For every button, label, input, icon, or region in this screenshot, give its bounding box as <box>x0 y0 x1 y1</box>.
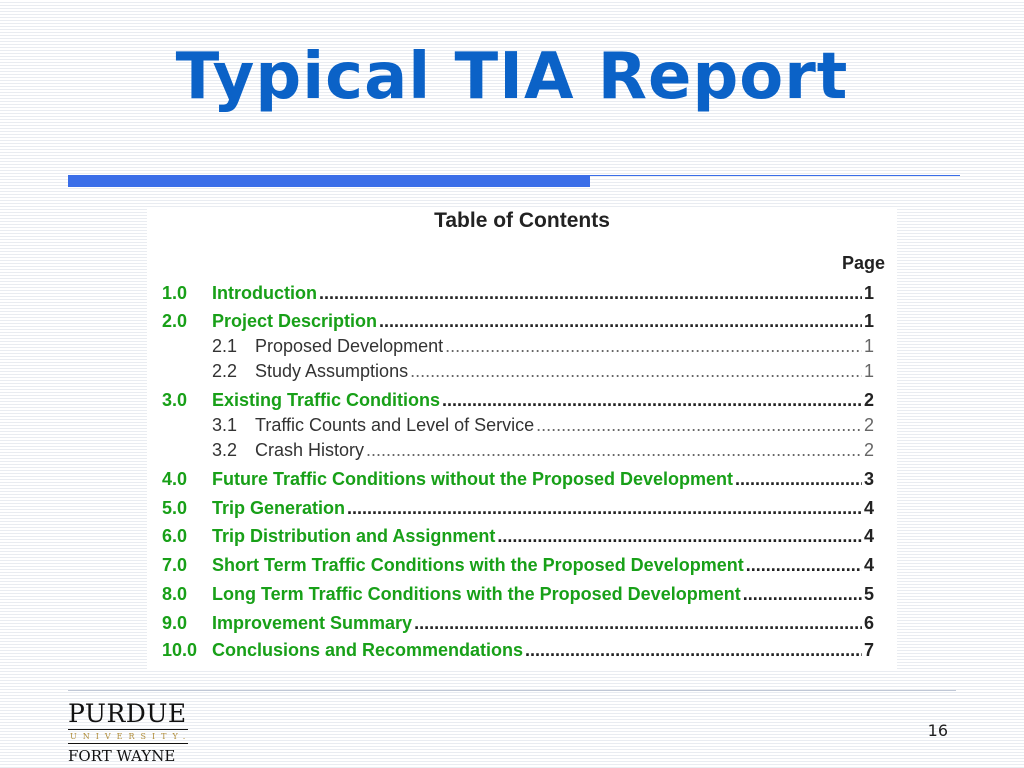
slide-title: Typical TIA Report <box>175 40 849 114</box>
toc-leader-dots <box>442 390 862 411</box>
toc-leader-dots <box>410 361 862 382</box>
logo-purdue-wordmark: PURDUE <box>68 699 187 728</box>
toc-leader-dots <box>379 311 862 332</box>
toc-leader-dots <box>497 526 862 547</box>
toc-entry-label: Crash History <box>255 440 365 460</box>
toc-entry-number: 1.0 <box>162 283 188 303</box>
toc-entry-page: 6 <box>863 613 874 633</box>
toc-entry <box>162 283 874 307</box>
title-underline-thin <box>590 175 960 176</box>
toc-entry-number: 7.0 <box>162 555 188 575</box>
toc-entry-label: Future Traffic Conditions without the Proposed Development <box>212 469 734 489</box>
toc-entry-number: 9.0 <box>162 613 188 633</box>
toc-entry-number: 2.2 <box>212 361 238 381</box>
title-underline-thick <box>68 175 590 187</box>
toc-entry-number: 5.0 <box>162 498 188 518</box>
toc-page-column-header: Page <box>841 253 885 273</box>
toc-entry-number: 8.0 <box>162 584 188 604</box>
toc-entry-page: 1 <box>863 283 874 303</box>
toc-entry <box>162 469 874 493</box>
table-of-contents-image <box>147 207 897 670</box>
toc-leader-dots <box>319 283 862 304</box>
toc-entry-page: 5 <box>863 584 874 604</box>
toc-entry-page: 2 <box>863 440 874 460</box>
toc-entry-page: 1 <box>863 311 874 331</box>
toc-entry-label: Improvement Summary <box>212 613 413 633</box>
toc-entry-label: Introduction <box>212 283 317 303</box>
toc-leader-dots <box>735 469 862 490</box>
toc-entry-label: Traffic Counts and Level of Service <box>255 415 535 435</box>
toc-entry-label: Proposed Development <box>255 336 444 356</box>
toc-entry-label: Long Term Traffic Conditions with the Proposed Development <box>212 584 741 604</box>
logo-fort-wayne-line: FORT WAYNE <box>68 747 176 765</box>
toc-entry <box>162 640 874 664</box>
toc-entry-number: 6.0 <box>162 526 188 546</box>
toc-entry-page: 4 <box>863 498 874 518</box>
toc-subentry <box>162 415 874 439</box>
toc-leader-dots <box>414 613 862 634</box>
toc-entry-page: 4 <box>863 555 874 575</box>
toc-entry-label: Trip Generation <box>212 498 346 518</box>
toc-leader-dots <box>445 336 862 357</box>
purdue-fort-wayne-logo <box>68 699 192 765</box>
toc-entry-label: Trip Distribution and Assignment <box>212 526 496 546</box>
toc-entry-number: 3.1 <box>212 415 238 435</box>
toc-leader-dots <box>746 555 862 576</box>
toc-leader-dots <box>525 640 862 661</box>
toc-subentry <box>162 361 874 385</box>
toc-entry-page: 2 <box>863 390 874 410</box>
toc-entry-label: Project Description <box>212 311 378 331</box>
toc-entry-number: 3.2 <box>212 440 238 460</box>
toc-entry-page: 1 <box>863 336 874 356</box>
toc-entry-page: 7 <box>863 640 874 660</box>
footer-divider <box>68 690 956 691</box>
toc-entry <box>162 498 874 522</box>
toc-entry-number: 2.0 <box>162 311 188 331</box>
toc-entry <box>162 390 874 414</box>
toc-leader-dots <box>366 440 862 461</box>
toc-entry <box>162 613 874 637</box>
toc-entry-label: Existing Traffic Conditions <box>212 390 441 410</box>
toc-entry-label: Short Term Traffic Conditions with the Proposed Development <box>212 555 744 575</box>
toc-entry-number: 3.0 <box>162 390 188 410</box>
toc-heading: Table of Contents <box>434 209 610 232</box>
toc-entry <box>162 311 874 335</box>
toc-entry <box>162 555 874 579</box>
toc-leader-dots <box>347 498 862 519</box>
toc-entry-label: Study Assumptions <box>255 361 409 381</box>
toc-entry-number: 2.1 <box>212 336 238 356</box>
slide-number: 16 <box>927 721 948 740</box>
logo-university-line: UNIVERSITY. <box>68 729 188 744</box>
toc-entry-page: 4 <box>863 526 874 546</box>
toc-entry-number: 4.0 <box>162 469 188 489</box>
toc-leader-dots <box>743 584 862 605</box>
toc-entry <box>162 584 874 608</box>
toc-entry-page: 3 <box>863 469 874 489</box>
toc-entry <box>162 526 874 550</box>
toc-entry-page: 2 <box>863 415 874 435</box>
toc-leader-dots <box>536 415 862 436</box>
toc-subentry <box>162 336 874 360</box>
toc-entry-label: Conclusions and Recommendations <box>212 640 524 660</box>
toc-subentry <box>162 440 874 464</box>
toc-entry-page: 1 <box>863 361 874 381</box>
toc-entry-number: 10.0 <box>162 640 198 660</box>
